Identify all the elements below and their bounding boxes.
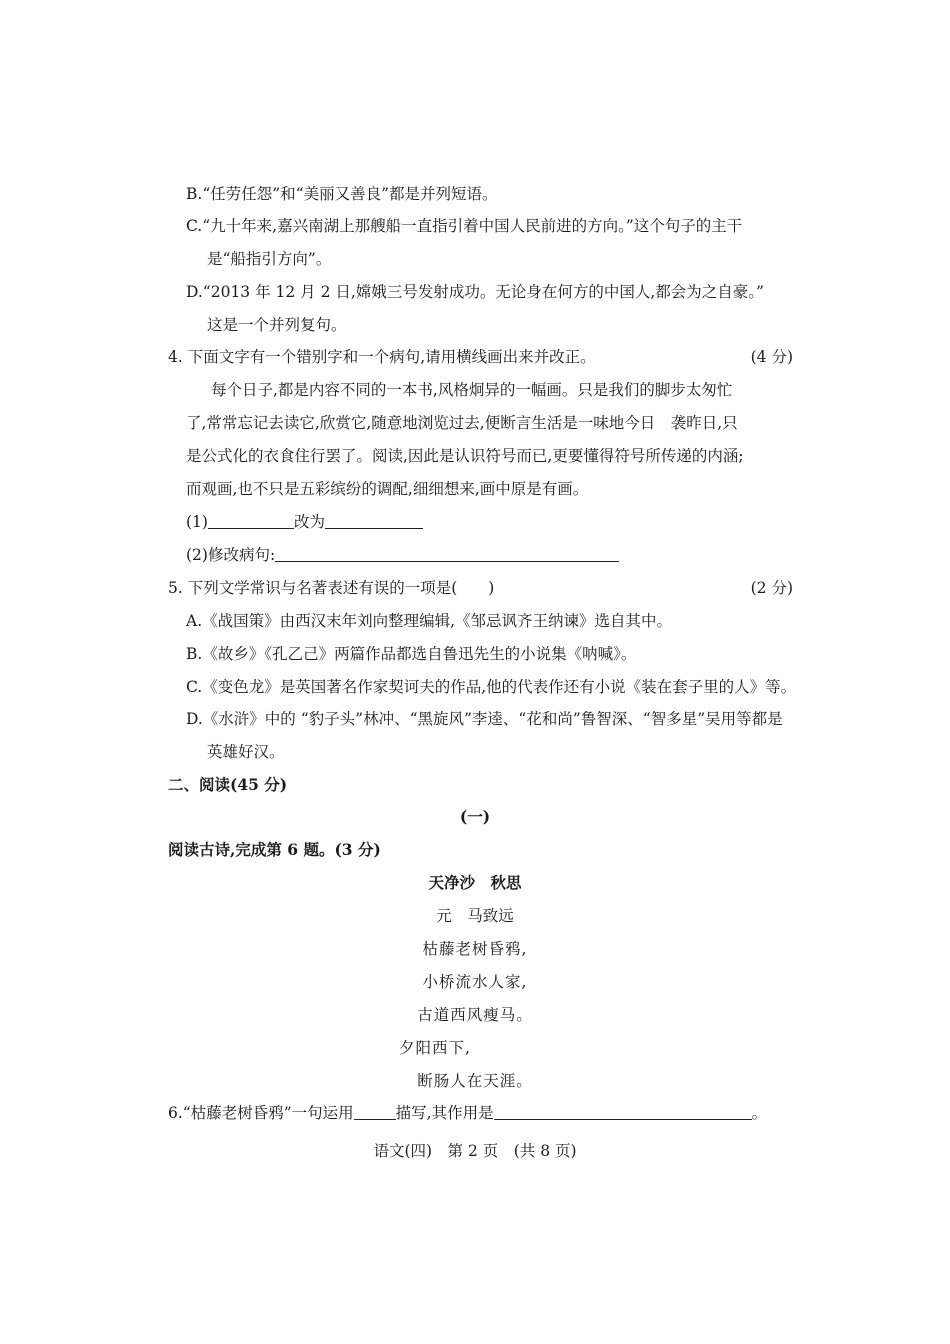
- q5-option-b: B.《故乡》《孔乙己》两篇作品都选自鲁迅先生的小说集《呐喊》。: [186, 645, 637, 663]
- q3-option-b: B.“任劳任怨”和“美丽又善良”都是并列短语。: [186, 185, 498, 203]
- q6-blank-technique[interactable]: [354, 1103, 396, 1120]
- q5-score: (2 分): [750, 579, 793, 597]
- q3-option-d-line1: D.“2013 年 12 月 2 日,嫦娥三号发射成功。无论身在何方的中国人,都会为之自豪。”: [186, 283, 764, 301]
- q4-passage-line2: 了,常常忘记去读它,欣赏它,随意地浏览过去,便断言生活是一味地今日 袭昨日,只: [186, 414, 738, 432]
- q6-mid: 描写,其作用是: [395, 1104, 494, 1122]
- q6-prefix: 6.“枯藤老树昏鸦”一句运用: [168, 1104, 354, 1122]
- poem-title: 天净沙 秋思: [428, 873, 522, 892]
- section2-instruction: 阅读古诗,完成第 6 题。(3 分): [168, 840, 381, 859]
- q5-question: 5. 下列文学常识与名著表述有误的一项是( ): [168, 579, 495, 597]
- poem-line-4: 夕阳西下,: [399, 1039, 471, 1057]
- q5-option-d-line2: 英雄好汉。: [207, 743, 285, 761]
- page-footer: 语文(四) 第 2 页 (共 8 页): [373, 1142, 577, 1160]
- q4-passage-line1: 每个日子,都是内容不同的一本书,风格炯异的一幅画。只是我们的脚步太匆忙: [211, 381, 733, 399]
- q6-suffix: 。: [751, 1104, 768, 1122]
- q4-score: (4 分): [750, 348, 793, 366]
- q4-passage-line4: 而观画,也不只是五彩缤纷的调配,细细想来,画中原是有画。: [186, 480, 589, 498]
- q4-blank1-prefix: (1): [186, 513, 208, 531]
- q4-question: 4. 下面文字有一个错别字和一个病句,请用横线画出来并改正。: [168, 348, 596, 366]
- q5-option-d-line1: D.《水浒》中的 “豹子头”林冲、“黑旋风”李逵、“花和尚”鲁智深、“智多星”吴用等都是: [186, 710, 783, 728]
- q5-option-c: C.《变色龙》是英国著名作家契诃夫的作品,他的代表作还有小说《装在套子里的人》等。: [186, 678, 797, 696]
- q4-blank1-wrong-char[interactable]: [208, 512, 294, 529]
- q4-answer-2: [186, 545, 619, 565]
- q3-option-d-line2: 这是一个并列复句。: [207, 316, 347, 334]
- q4-blank2-fix-sentence[interactable]: [275, 545, 619, 562]
- q4-passage-line3: 是公式化的衣食住行罢了。阅读,因此是认识符号而已,更要懂得符号所传递的内涵;: [186, 447, 744, 465]
- q6-blank-effect[interactable]: [494, 1103, 752, 1120]
- poem-line-3: 古道西风瘦马。: [417, 1006, 533, 1024]
- q6-question: [168, 1103, 767, 1123]
- poem-line-2: 小桥流水人家,: [422, 973, 528, 991]
- poem-line-5: 断肠人在天涯。: [417, 1072, 533, 1090]
- q5-option-a: A.《战国策》由西汉末年刘向整理编辑,《邹忌讽齐王纳谏》选自其中。: [186, 612, 673, 630]
- poem-author: 元 马致远: [436, 907, 514, 925]
- poem-line-1: 枯藤老树昏鸦,: [422, 940, 528, 958]
- q4-blank1-correct-char[interactable]: [325, 512, 423, 529]
- q4-answer-1: [186, 512, 423, 532]
- section2-heading: 二、阅读(45 分): [168, 775, 288, 794]
- q3-option-c-line2: 是“船指引方向”。: [207, 250, 332, 268]
- q4-blank1-mid: 改为: [293, 513, 325, 531]
- q3-option-c-line1: C.“九十年来,嘉兴南湖上那艘船一直指引着中国人民前进的方向。”这个句子的主干: [186, 217, 743, 235]
- q4-blank2-prefix: (2)修改病句:: [186, 546, 276, 564]
- section2-part-label: (一): [459, 807, 491, 826]
